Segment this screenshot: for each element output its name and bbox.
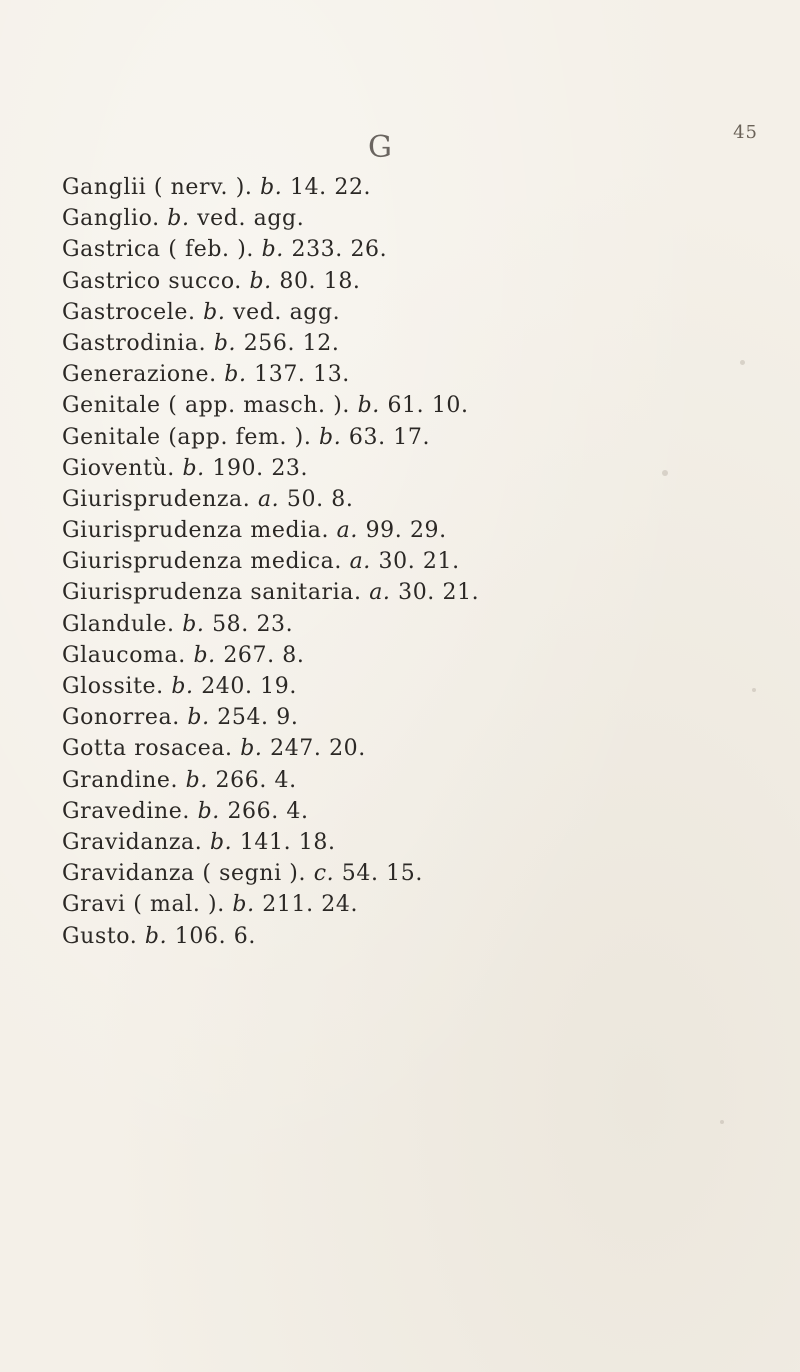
entry-term: Glaucoma. — [62, 642, 186, 668]
index-entry — [62, 515, 782, 546]
index-entry — [62, 453, 782, 484]
paper-blemish — [752, 688, 756, 692]
index-entry — [62, 359, 782, 390]
index-entry — [62, 328, 782, 359]
index-entry — [62, 577, 782, 608]
entry-term: Gonorrea. — [62, 705, 180, 731]
entry-reference: 256. 12. — [243, 330, 340, 356]
entry-volume: b. — [249, 268, 272, 294]
entry-volume: a. — [336, 518, 358, 544]
entry-volume: b. — [319, 424, 342, 450]
entry-volume: b. — [182, 455, 205, 481]
entry-term: Gastrico succo. — [62, 268, 242, 294]
entry-reference: ved. agg. — [197, 206, 305, 232]
entry-term: Giurisprudenza medica. — [62, 549, 342, 575]
entry-term: Gravidanza. — [62, 829, 203, 855]
entry-reference: 80. 18. — [279, 268, 361, 294]
entry-volume: a. — [257, 486, 280, 512]
index-entry — [62, 203, 782, 234]
paper-blemish — [720, 1120, 724, 1124]
entry-volume: a. — [369, 580, 391, 606]
entry-reference: 63. 17. — [348, 424, 431, 450]
entry-reference: 233. 26. — [291, 237, 388, 263]
index-entry — [62, 858, 782, 889]
entry-reference: 141. 18. — [239, 829, 336, 855]
entry-volume: c. — [313, 861, 335, 887]
entry-reference: 50. 8. — [286, 486, 354, 512]
entry-volume: b. — [240, 736, 263, 762]
entry-volume: b. — [185, 767, 208, 793]
entry-volume: b. — [261, 237, 284, 263]
entry-term: Gravi ( mal. ). — [62, 892, 225, 918]
entry-volume: b. — [193, 642, 216, 668]
index-entry — [62, 765, 782, 796]
entry-reference: 254. 9. — [217, 705, 299, 731]
entry-reference: 247. 20. — [270, 736, 366, 762]
entry-term: Gravedine. — [62, 798, 190, 824]
entry-term: Generazione. — [62, 362, 217, 388]
entry-term: Giurisprudenza. — [62, 486, 251, 512]
index-entry — [62, 702, 782, 733]
entry-term: Ganglii ( nerv. ). — [62, 175, 253, 200]
index-entry — [62, 640, 782, 671]
index-entry — [62, 266, 782, 297]
entry-term: Giurisprudenza media. — [62, 518, 330, 544]
entry-term: Ganglio. — [62, 206, 160, 232]
entry-reference: 58. 23. — [212, 611, 294, 637]
entry-reference: 190. 23. — [212, 455, 309, 481]
paper-blemish — [662, 470, 668, 476]
paper-blemish — [740, 360, 745, 365]
section-letter: G — [368, 130, 392, 165]
entry-volume: b. — [144, 923, 168, 949]
index-entry — [62, 671, 782, 702]
entry-term: Gastrica ( feb. ). — [62, 237, 254, 263]
index-entry — [62, 234, 782, 265]
entry-term: Grandine. — [62, 767, 179, 793]
index-entry — [62, 390, 782, 421]
page-number: 45 — [733, 122, 758, 143]
entry-volume: a. — [349, 549, 371, 575]
entry-reference: 211. 24. — [262, 892, 359, 918]
entry-reference: 240. 19. — [201, 674, 297, 699]
entry-volume: b. — [167, 206, 190, 232]
entry-reference: 30. 21. — [398, 580, 480, 606]
index-entry — [62, 546, 782, 577]
index-entry — [62, 733, 782, 764]
entry-reference: 30. 21. — [378, 549, 460, 575]
index-entry — [62, 796, 782, 827]
entry-term: Genitale (app. fem. ). — [62, 424, 312, 450]
entry-volume: b. — [187, 705, 210, 731]
entry-volume: b. — [209, 829, 233, 855]
index-entry — [62, 889, 782, 920]
entry-term: Gravidanza ( segni ). — [62, 861, 307, 887]
entry-reference: 14. 22. — [289, 175, 372, 200]
entry-reference: 267. 8. — [223, 642, 305, 668]
entry-reference: ved. agg. — [233, 299, 341, 325]
entry-reference: 99. 29. — [365, 518, 447, 544]
entry-volume: b. — [197, 798, 220, 824]
index-entry — [62, 921, 782, 952]
entry-term: Gioventù. — [62, 455, 175, 481]
entry-reference: 61. 10. — [387, 393, 469, 419]
entry-term: Glossite. — [62, 674, 164, 699]
entry-term: Gusto. — [62, 923, 138, 949]
index-entry — [62, 297, 782, 328]
entry-reference: 54. 15. — [341, 861, 423, 887]
entry-volume: b. — [203, 299, 226, 325]
entry-volume: b. — [232, 892, 255, 918]
entry-volume: b. — [357, 393, 380, 419]
index-entry — [62, 422, 782, 453]
entry-reference: 137. 13. — [254, 362, 350, 388]
entry-term: Glandule. — [62, 611, 175, 637]
entry-volume: b. — [213, 330, 237, 356]
index-entry-list — [62, 172, 782, 952]
index-entry — [62, 172, 782, 203]
index-entry — [62, 609, 782, 640]
entry-term: Giurisprudenza sanitaria. — [62, 580, 362, 606]
index-entry — [62, 827, 782, 858]
entry-reference: 266. 4. — [227, 798, 309, 824]
entry-volume: b. — [260, 175, 283, 200]
entry-term: Gastrocele. — [62, 299, 196, 325]
index-entry — [62, 484, 782, 515]
entry-reference: 106. 6. — [174, 923, 256, 949]
entry-volume: b. — [224, 362, 247, 388]
entry-term: Genitale ( app. masch. ). — [62, 393, 350, 419]
entry-volume: b. — [171, 674, 194, 699]
entry-term: Gastrodinia. — [62, 330, 207, 356]
entry-term: Gotta rosacea. — [62, 736, 233, 762]
entry-volume: b. — [182, 611, 205, 637]
entry-reference: 266. 4. — [215, 767, 297, 793]
